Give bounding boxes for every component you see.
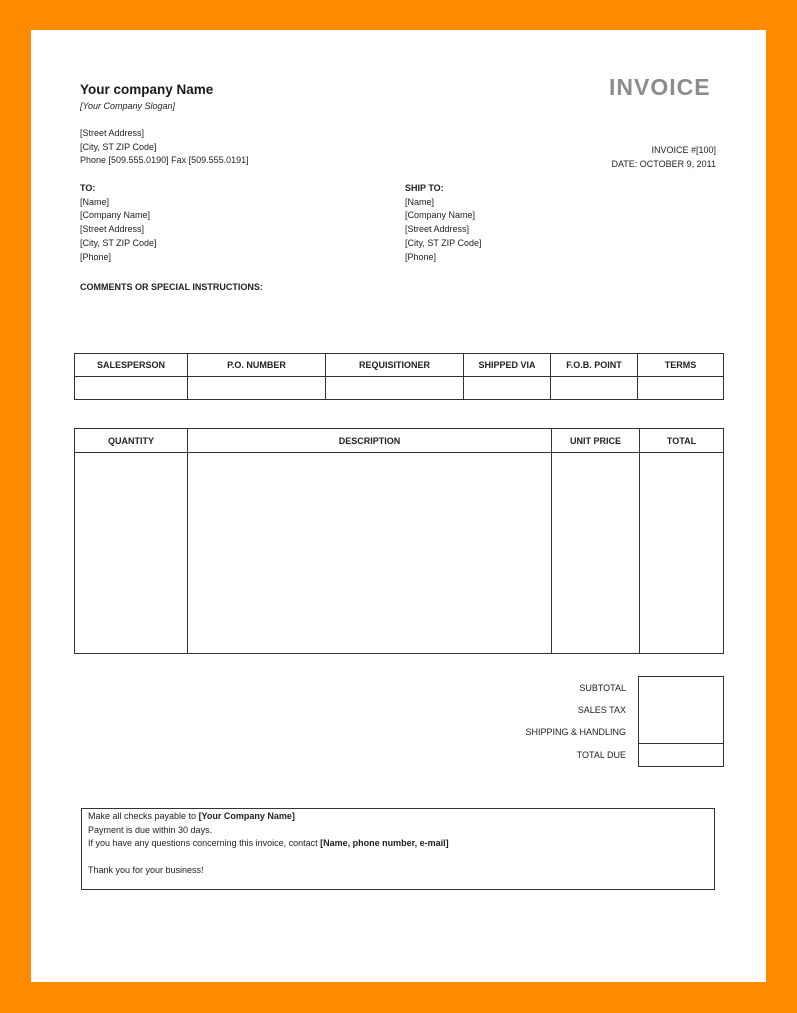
terms-cell[interactable] [638, 377, 724, 400]
line-items-table [74, 428, 724, 654]
total-due-label: TOTAL DUE [576, 750, 626, 760]
quantity-cell[interactable] [75, 453, 188, 654]
company-name: Your company Name [80, 82, 214, 97]
shipping-label: SHIPPING & HANDLING [525, 727, 626, 738]
company-phone-fax: Phone [509.555.0190] Fax [509.555.0191] [80, 155, 249, 165]
total-due-value[interactable] [639, 744, 724, 767]
bill-to-header: TO: [80, 183, 96, 193]
col-description: DESCRIPTION [188, 429, 552, 453]
subtotal-value[interactable] [639, 677, 724, 700]
thanks-line: Thank you for your business! [88, 865, 204, 875]
totals-table [74, 676, 724, 767]
ship-to-line: [Company Name] [405, 210, 476, 221]
bill-to-block [80, 182, 157, 264]
checks-payee: [Your Company Name] [198, 811, 295, 821]
col-terms: TERMS [638, 354, 724, 377]
bill-to-line: [Name] [80, 196, 110, 207]
shipped-via-cell[interactable] [464, 377, 551, 400]
questions-line: If you have any questions concerning this invoice, contact [Name, phone number, e-mail] [88, 838, 449, 848]
col-requisitioner: REQUISITIONER [326, 354, 464, 377]
bill-to-line: [Phone] [80, 251, 112, 262]
sales-tax-label: SALES TAX [577, 705, 626, 715]
unit-price-cell[interactable] [552, 453, 640, 654]
payment-notes-box [81, 808, 715, 890]
invoice-title: INVOICE [609, 74, 711, 100]
total-cell[interactable] [640, 453, 724, 654]
shipping-value[interactable] [639, 721, 724, 744]
ship-to-block [405, 182, 482, 264]
contact-info: [Name, phone number, e-mail] [320, 838, 449, 848]
invoice-page [31, 30, 766, 982]
subtotal-label: SUBTOTAL [579, 682, 626, 693]
col-salesperson: SALESPERSON [75, 354, 188, 377]
invoice-number: INVOICE #[100] [651, 145, 716, 155]
po-number-cell[interactable] [188, 377, 326, 400]
requisitioner-cell[interactable] [326, 377, 464, 400]
ship-to-header: SHIP TO: [405, 183, 444, 193]
bill-to-line: [Street Address] [80, 224, 145, 235]
col-total: TOTAL [640, 429, 724, 453]
checks-payable-line: Make all checks payable to [Your Company Name] [88, 811, 295, 821]
company-address [80, 127, 249, 168]
invoice-meta [611, 144, 716, 171]
order-info-table [74, 353, 724, 400]
ship-to-line: [Name] [405, 196, 435, 207]
col-po-number: P.O. NUMBER [188, 354, 326, 377]
payment-due-line: Payment is due within 30 days. [88, 824, 213, 835]
ship-to-line: [Phone] [405, 251, 437, 262]
col-fob-point: F.O.B. POINT [551, 354, 638, 377]
description-cell[interactable] [188, 453, 552, 654]
col-quantity: QUANTITY [75, 429, 188, 453]
col-unit-price: UNIT PRICE [552, 429, 640, 453]
company-slogan: [Your Company Slogan] [80, 101, 176, 111]
bill-to-line: [City, ST ZIP Code] [80, 237, 157, 248]
ship-to-line: [Street Address] [405, 224, 470, 235]
col-shipped-via: SHIPPED VIA [464, 354, 551, 377]
sales-tax-value[interactable] [639, 699, 724, 721]
bill-to-line: [Company Name] [80, 210, 151, 221]
comments-label: COMMENTS OR SPECIAL INSTRUCTIONS: [80, 282, 263, 292]
company-street: [Street Address] [80, 128, 145, 138]
salesperson-cell[interactable] [75, 377, 188, 400]
invoice-date: DATE: OCTOBER 9, 2011 [611, 158, 716, 169]
company-city: [City, ST ZIP Code] [80, 141, 157, 152]
fob-point-cell[interactable] [551, 377, 638, 400]
ship-to-line: [City, ST ZIP Code] [405, 237, 482, 248]
